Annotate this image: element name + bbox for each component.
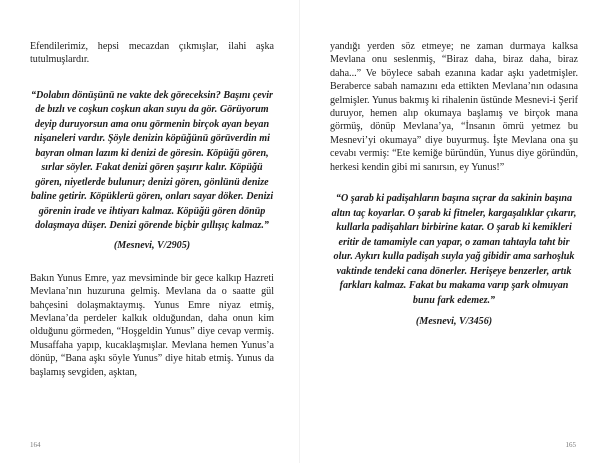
left-paragraph-1: Efendilerimiz, hepsi mecazdan çıkmışlar, ilahi aşka tutulmuşlardır. [30,41,274,66]
right-quote: “O şarab ki padişahların başına sıçrar da sakinin başına altın taç koyarlar. O şarab ki fitneler, kargaşalıklar çıkarır, kullarla padişahları birbirine katar. O şarab ki kemikleri eritir de tamamiyle can yapar, o zaman tahtayla taht bir olur. Aykırı kulla padişah suyla yağ gibidir ama sarhoşluk vaktinde tendeki cana dönerler. Herişeye benzerler, artık farkları kalmaz. Fakat bu makama varıp şark olmuyan bunu fark edemez.” [331,193,577,306]
right-citation: (Mesnevi, V/3456) [415,316,493,328]
left-quote: “Dolabın dönüşünü ne vakte dek göreceksin? Başını çevir de bızlı ve coşkun coşkun akan suyu da gör. Görüyorum deyip duruyorsun ama onu görmenin birçok ayan beyan nişaneleri vardır. Şöyle denizin köpüğünü görüverdin mi bayran olman lazım ki denizi de göresin. Köpüğü gören, sırlar söyler. Fakat denizi gören şaşırır kalır. Köpüğü gören, niyetlerde bulunur; denizi gören, gönlünü denize baline getirir. Köpüklerü gören, onları sayar döker. Denizi görenin irade ve ihtiyarı kalmaz. Köpüğü gören dönüp dolaşmaya düşer. Denizi görende biçbir gıllışıç kalmaz.” [30,89,274,232]
left-page-number: 164 [30,441,41,449]
right-page-number: 165 [565,441,576,449]
left-paragraph-2: Bakın Yunus Emre, yaz mevsiminde bir gece kalkıp Hazreti Mevlana’nın huzuruna gelmiş. Mevlana da o saatte gül bahçesini dolaşmaktaymış. Yunus Emre niyaz etmiş, Mevlana’da perdeler kalkık olduğundan, daha onun kim olduğunu görmeden, “Hoşgeldin Yunus” diye cevap vermiş. Musaffaha yapıp, kucaklaşmışlar. Mevlana hemen Yunus’a dönüp, “Bana aşkı söyle Yunus” diye hitab etmiş. Yunus da başlamış sevgiden, aşktan, [30,272,274,378]
left-citation: (Mesnevi, V/2905) [113,239,191,251]
right-paragraph-1: yandığı yerden söz etmeye; ne zaman durmaya kalksa Mevlana onu seslenmiş, “Biraz daha, biraz daha, biraz daha...” Ve böylece sabah ezanına kadar aşkı yadetmişler. Beraberce sabah namazını eda ettikten Mevlana’nın odasına gelmişler. Yunus bakmış ki rihalenin üstünde Mesnevi-i Şerif duruyor, hemen alıp okumaya başlamış ve birçok mana görmüş, dönüp Mevlana’ya, “İnsanın ömrü yetmez bu Mesnevi’yi okumaya” diye buyurmuş. İşte Mevlana ona şu cevabı vermiş: “Ete kemiğe büründün, Yunus diye göründün, herkesi kendin gibi mi sanırsın, ey Yunus!” [330,41,578,173]
right-page [300,0,600,463]
